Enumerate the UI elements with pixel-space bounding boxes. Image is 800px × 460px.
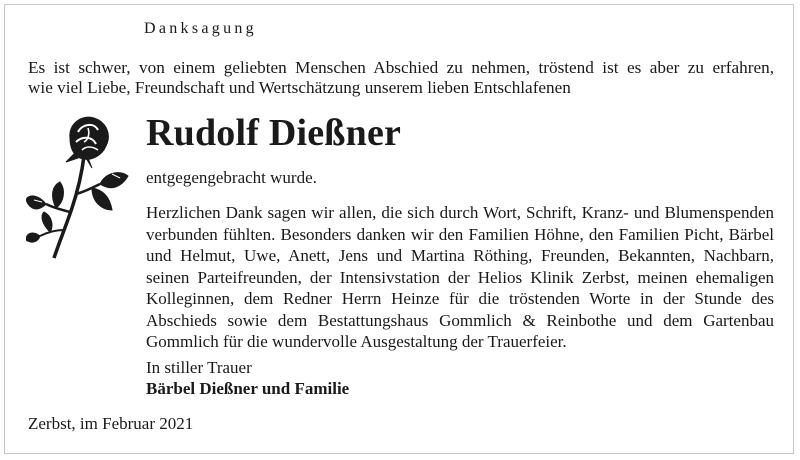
- place-date: Zerbst, im Februar 2021: [28, 414, 194, 433]
- family-signature: Bärbel Dießner und Familie: [146, 379, 350, 398]
- deceased-name: Rudolf Dießner: [146, 112, 402, 154]
- notice-heading: Danksagung: [144, 20, 257, 37]
- closing-block: [146, 357, 349, 399]
- thanks-paragraph: Herzlichen Dank sagen wir allen, die sich durch Wort, Schrift, Kranz- und Blumenspenden verbunden fühlten. Besonders danken wir den Familien Höhne, den Familien Picht, Bärbel und Helmut, Uwe, Anett, Jens und Martina Röthing, Freunden, Bekannten, Nachbarn, seinen Parteifreunden, der Intensivstation der Helios Klinik Zerbst, meinen ehemaligen Kolleginnen, dem Redner Herrn Heinze für die tröstenden Worte in der Stunde des Abschieds sowie dem Bestattungshaus Gommlich & Reinbothe und dem Gartenbau Gommlich für die wundervolle Ausgestaltung der Trauerfeier.: [146, 203, 774, 351]
- after-name-text: entgegengebracht wurde.: [146, 168, 317, 187]
- intro-text: [28, 58, 774, 98]
- rose-icon: [26, 112, 138, 260]
- closing-line: In stiller Trauer: [146, 358, 252, 377]
- intro-line-1: Es ist schwer, von einem geliebten Menschen Abschied zu nehmen, tröstend ist es aber zu erfahren,: [28, 58, 774, 77]
- intro-line-2: wie viel Liebe, Freundschaft und Wertschätzung unserem lieben Entschlafenen: [28, 78, 571, 97]
